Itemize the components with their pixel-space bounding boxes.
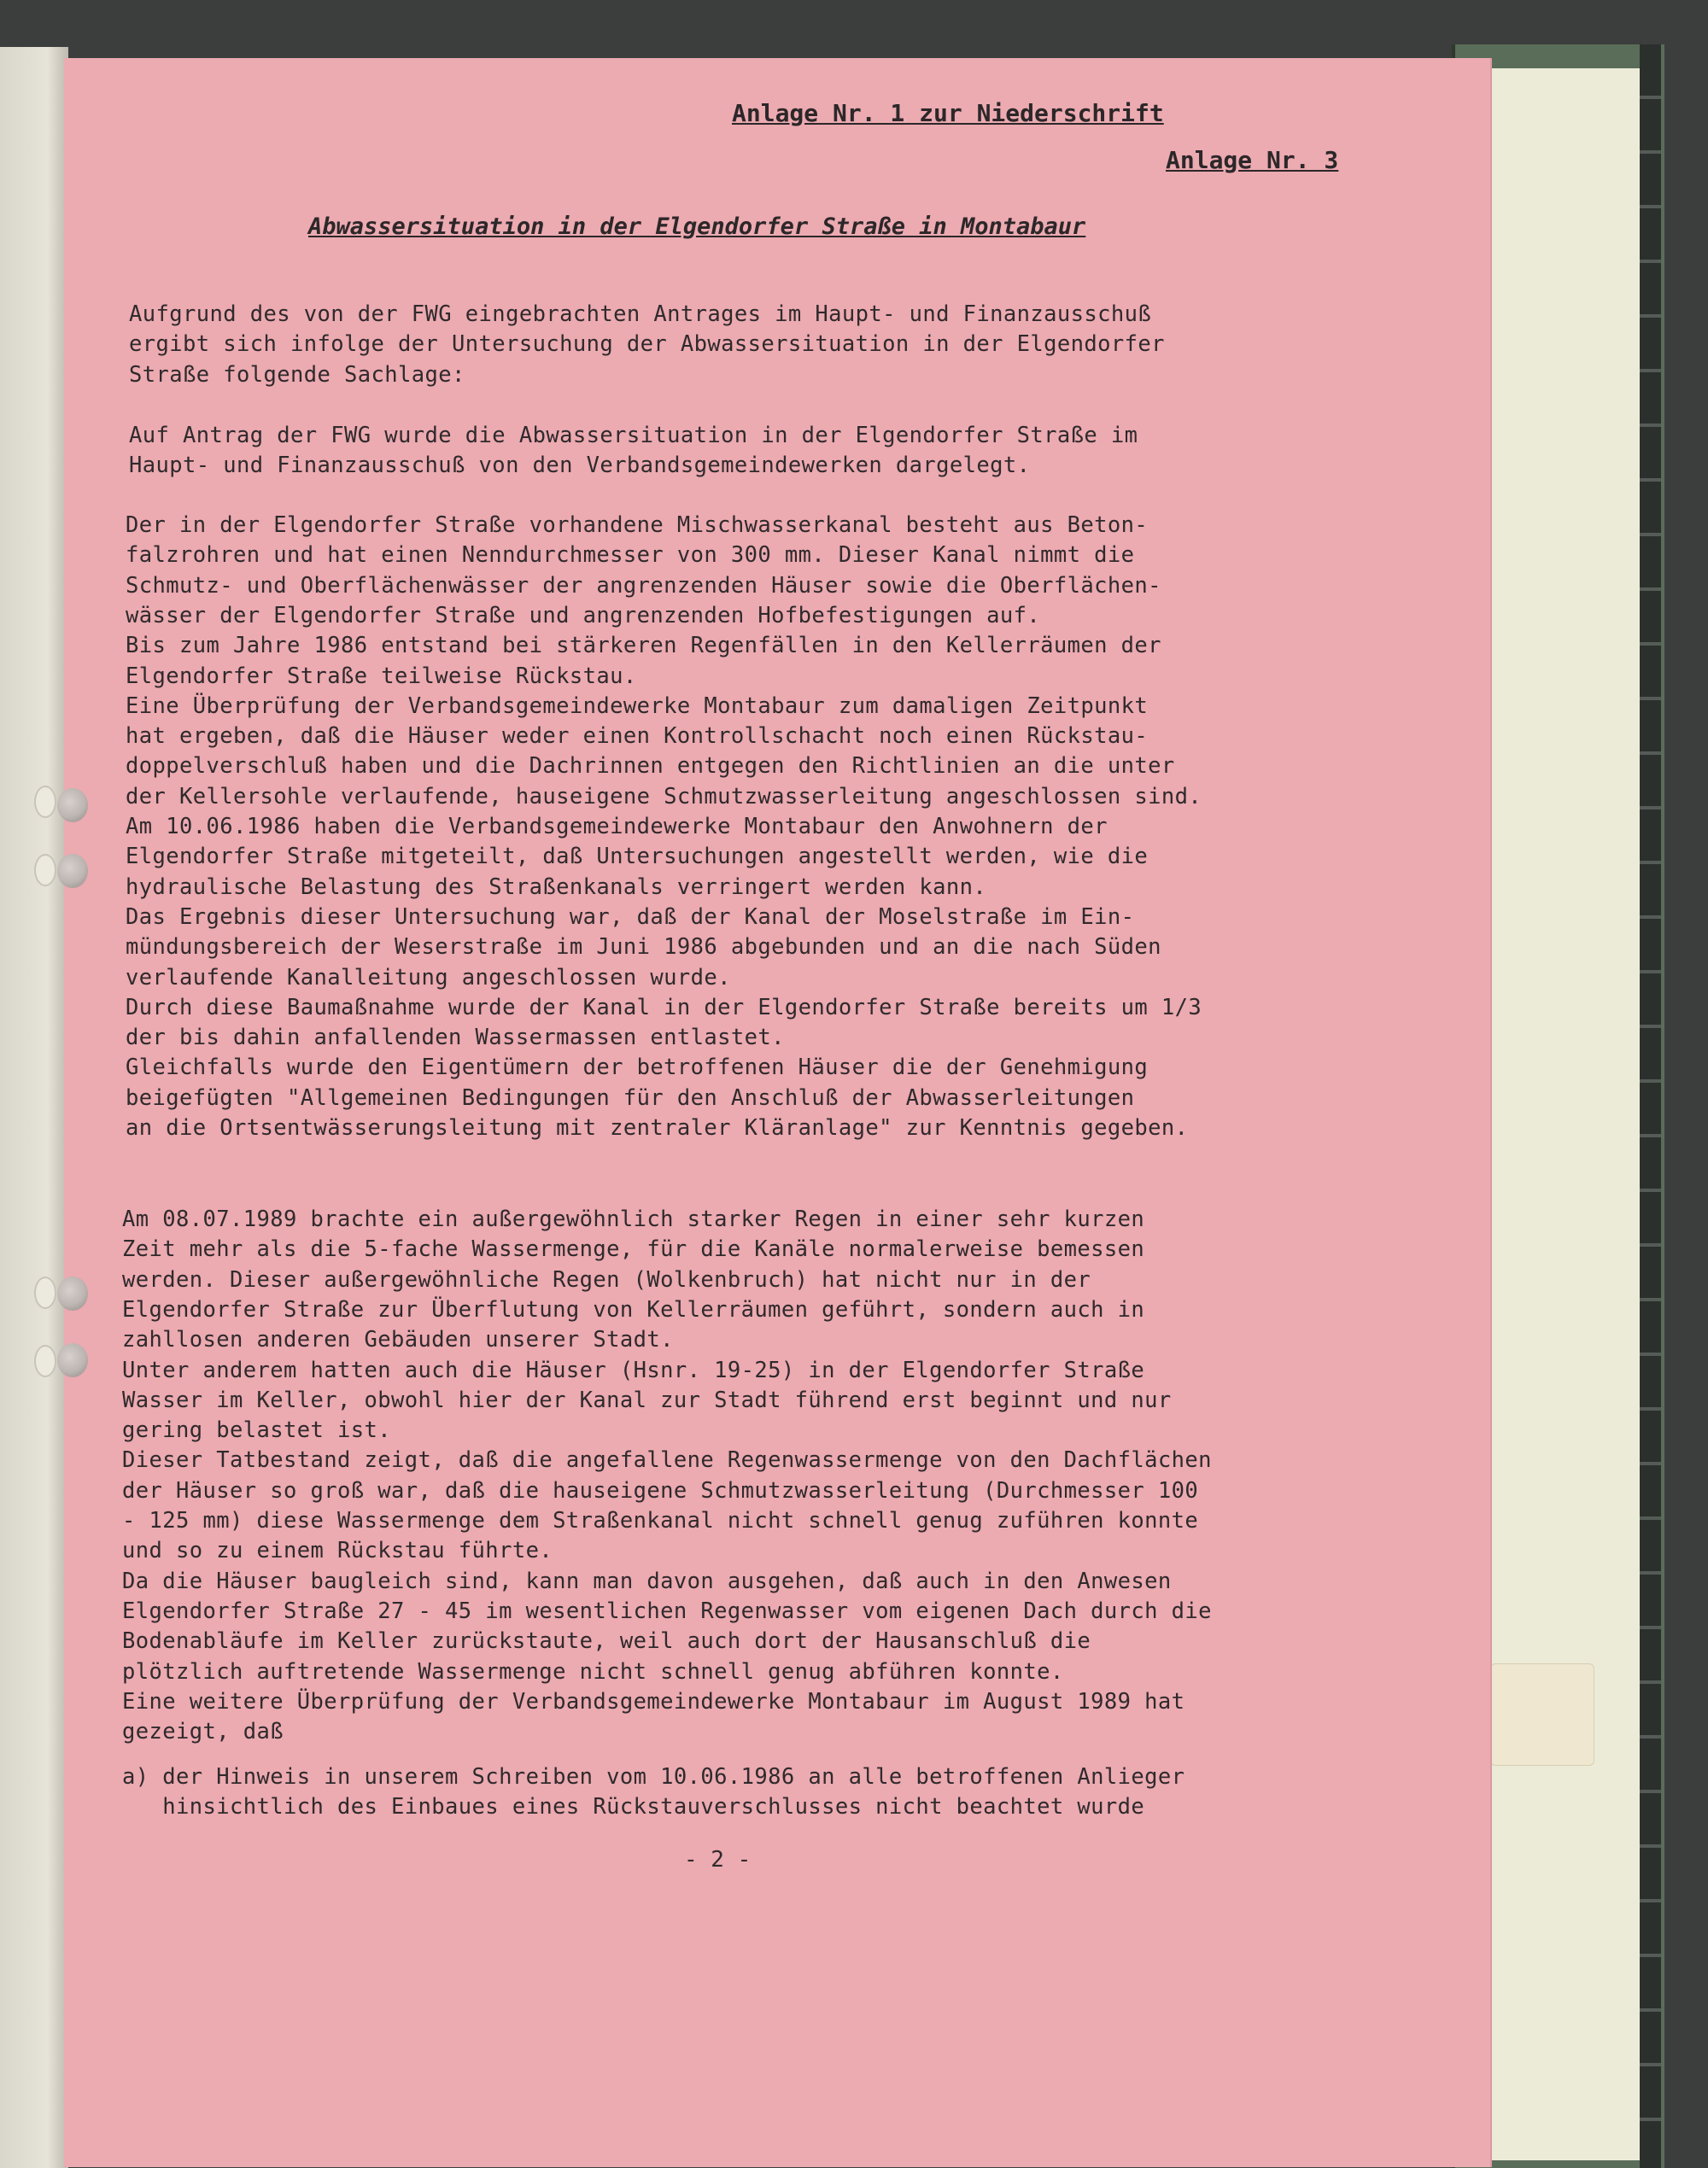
inner-sheets (1490, 68, 1641, 2160)
text-line: der bis dahin anfallenden Wassermassen entlastet. (126, 1025, 785, 1051)
text-line: hat ergeben, daß die Häuser weder einen Kontrollschacht noch einen Rückstau- (126, 723, 1149, 750)
text-line: der Kellersohle verlaufende, hauseigene Schmutzwasserleitung angeschlossen sind. (126, 783, 1202, 809)
punch-hole (34, 1277, 56, 1309)
index-tab (1490, 1663, 1594, 1766)
previous-page-edge (0, 47, 68, 2168)
text-line: ergibt sich infolge der Untersuchung der Abwassersituation in der Elgendorfer (129, 331, 1165, 358)
text-line: gezeigt, daß (122, 1719, 284, 1745)
text-line: beigefügten "Allgemeinen Bedingungen für den Anschluß der Abwasserleitungen (126, 1084, 1135, 1111)
text-line: Aufgrund des von der FWG eingebrachten Antrages im Haupt- und Finanzausschuß (129, 301, 1152, 327)
document-title: Abwassersituation in der Elgendorfer Straße in Montabaur (308, 213, 1086, 240)
text-line: Bodenabläufe im Keller zurückstaute, weil auch dort der Hausanschluß die (122, 1628, 1091, 1655)
attachment-header-1: Anlage Nr. 1 zur Niederschrift (732, 99, 1164, 127)
text-line: Straße folgende Sachlage: (129, 361, 465, 388)
punch-hole (57, 1277, 88, 1311)
text-line: Gleichfalls wurde den Eigentümern der betroffenen Häuser die der Genehmigung (126, 1055, 1149, 1081)
text-line: verlaufende Kanalleitung angeschlossen wurde. (126, 964, 731, 991)
text-line: Elgendorfer Straße teilweise Rückstau. (126, 663, 637, 689)
text-line: Elgendorfer Straße zur Überflutung von Kellerräumen geführt, sondern auch in (122, 1296, 1145, 1323)
text-line: mündungsbereich der Weserstraße im Juni 1986 abgebunden und an die nach Süden (126, 934, 1161, 961)
text-line: zahllosen anderen Gebäuden unserer Stadt. (122, 1327, 674, 1353)
text-line: Schmutz- und Oberflächenwässer der angrenzenden Häuser sowie die Oberflächen- (126, 572, 1161, 599)
text-line: a) der Hinweis in unserem Schreiben vom 10.06.1986 an alle betroffenen Anlieger (122, 1764, 1185, 1790)
text-line: doppelverschluß haben und die Dachrinnen entgegen den Richtlinien an die unter (126, 753, 1175, 780)
text-line: der Häuser so groß war, daß die hauseigene Schmutzwasserleitung (Durchmesser 100 (122, 1477, 1199, 1504)
text-line: Am 08.07.1989 brachte ein außergewöhnlich starker Regen in einer sehr kurzen (122, 1207, 1145, 1232)
punch-hole (57, 1343, 88, 1377)
text-line: falzrohren und hat einen Nenndurchmesser von 300 mm. Dieser Kanal nimmt die (126, 542, 1135, 569)
text-line: Am 10.06.1986 haben die Verbandsgemeindewerke Montabaur den Anwohnern der (126, 814, 1108, 839)
text-line: Eine Überprüfung der Verbandsgemeindewerke Montabaur zum damaligen Zeitpunkt (126, 692, 1149, 719)
attachment-header-3: Anlage Nr. 3 (1166, 146, 1339, 174)
body-text (119, 58, 1417, 2107)
punch-hole (34, 854, 56, 886)
punch-hole (34, 1345, 56, 1377)
text-line: Unter anderem hatten auch die Häuser (Hsnr. 19-25) in der Elgendorfer Straße (122, 1357, 1145, 1383)
text-line: werden. Dieser außergewöhnliche Regen (Wolkenbruch) hat nicht nur in der (122, 1266, 1091, 1293)
text-line: Das Ergebnis dieser Untersuchung war, daß der Kanal der Moselstraße im Ein- (126, 903, 1135, 930)
text-line: Eine weitere Überprüfung der Verbandsgemeindewerke Montabaur im August 1989 hat (122, 1688, 1185, 1715)
text-line: Elgendorfer Straße 27 - 45 im wesentlichen Regenwasser vom eigenen Dach durch die (122, 1598, 1212, 1624)
text-line: an die Ortsentwässerungsleitung mit zentraler Kläranlage" zur Kenntnis gegeben. (126, 1115, 1189, 1141)
text-line: Dieser Tatbestand zeigt, daß die angefallene Regenwassermenge von den Dachflächen (122, 1447, 1212, 1474)
page-number: - 2 - (684, 1847, 752, 1873)
text-line: Der in der Elgendorfer Straße vorhandene Mischwasserkanal besteht aus Beton- (126, 512, 1149, 538)
text-line: Zeit mehr als die 5-fache Wassermenge, für die Kanäle normalerweise bemessen (122, 1236, 1145, 1263)
text-line: hydraulische Belastung des Straßenkanals verringert werden kann. (126, 874, 987, 900)
text-line: wässer der Elgendorfer Straße und angrenzenden Hofbefestigungen auf. (126, 602, 1041, 628)
text-line: plötzlich auftretende Wassermenge nicht schnell genug abführen konnte. (122, 1658, 1064, 1685)
text-line: gering belastet ist. (122, 1417, 392, 1444)
text-line: Wasser im Keller, obwohl hier der Kanal zur Stadt führend erst beginnt und nur (122, 1387, 1172, 1413)
text-line: Bis zum Jahre 1986 entstand bei stärkeren Regenfällen in den Kellerräumen der (126, 633, 1161, 659)
text-line: Auf Antrag der FWG wurde die Abwassersituation in der Elgendorfer Straße im (129, 423, 1138, 448)
punch-hole (57, 854, 88, 888)
text-line: Haupt- und Finanzausschuß von den Verbandsgemeindewerken dargelegt. (129, 453, 1031, 479)
punch-hole (57, 788, 88, 822)
document-page (64, 58, 1490, 2167)
text-line: - 125 mm) diese Wassermenge dem Straßenkanal nicht schnell genug zuführen konnte (122, 1508, 1199, 1534)
text-line: hinsichtlich des Einbaues eines Rückstauverschlusses nicht beachtet wurde (122, 1794, 1145, 1820)
binder-spine (1640, 44, 1661, 2168)
text-line: und so zu einem Rückstau führte. (122, 1538, 553, 1564)
text-line: Durch diese Baumaßnahme wurde der Kanal in der Elgendorfer Straße bereits um 1/3 (126, 994, 1202, 1020)
text-line: Da die Häuser baugleich sind, kann man davon ausgehen, daß auch in den Anwesen (122, 1568, 1172, 1594)
punch-hole (34, 786, 56, 818)
text-line: Elgendorfer Straße mitgeteilt, daß Untersuchungen angestellt werden, wie die (126, 844, 1149, 870)
